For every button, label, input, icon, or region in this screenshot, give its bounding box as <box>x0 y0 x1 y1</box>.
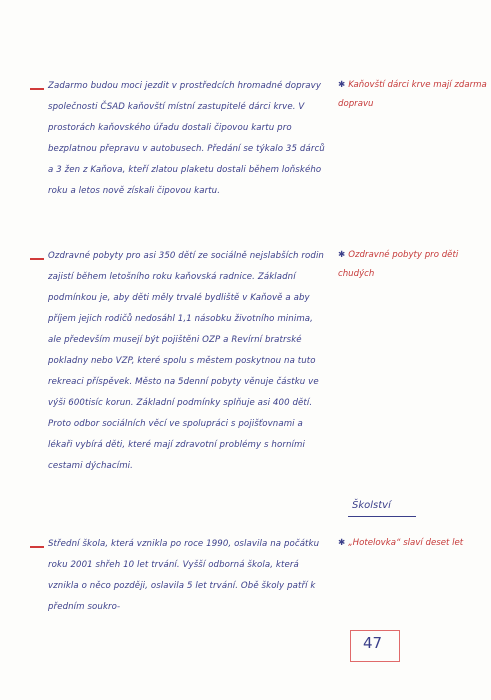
margin-note-3-text: „Hotelovka“ slaví deset let <box>348 538 464 548</box>
margin-note-2 <box>338 246 488 284</box>
star-icon: ✱ <box>338 80 346 90</box>
star-icon: ✱ <box>338 250 346 260</box>
bullet-dash <box>30 88 44 90</box>
bullet-dash <box>30 258 44 260</box>
bullet-dash <box>30 546 44 548</box>
margin-note-1 <box>338 76 488 114</box>
margin-note-1-text: Kaňovští dárci krve mají zdarma dopravu <box>338 80 487 109</box>
paragraph-1: Zadarmo budou moci jezdit v prostředcích hromadné dopravy společnosti ČSAD kaňovští místní zastupitelé dárci krve. V prostorách kaňovského úřadu dostali čipovou kartu pro bezplatnou přepravu v autobusech. Předání se týkalo 35 dárců a 3 žen z Kaňova, kteří zlatou plaketu dostali během loňského roku a letos nově získali čipovou kartu. <box>48 81 325 196</box>
margin-note-2-text: Ozdravné pobyty pro děti chudých <box>338 250 459 279</box>
page-number: 47 <box>363 634 383 652</box>
paragraph-2: Ozdravné pobyty pro asi 350 dětí ze sociálně nejslabších rodin zajistí během letošního roku kaňovská radnice. Základní podmínkou je, aby děti měly trvalé bydliště v Kaňově a aby příjem jejich rodičů nedosáhl 1,1 násobku životního minima, ale především musejí být pojištěni OZP a Revírní bratrské pokladny nebo VZP, které spolu s městem poskytnou na tuto rekreaci příspěvek. Město na 5denní pobyty věnuje částku ve výši 600tisíc korun. Základní podmínky splňuje asi 400 dětí. Proto odbor sociálních věcí ve spolupráci s pojišťovnami a lékaři vybírá děti, které mají zdravotní problémy s horními cestami dýchacími. <box>48 251 324 471</box>
section-heading: Školství <box>352 500 391 511</box>
star-icon: ✱ <box>338 538 346 548</box>
heading-underline <box>348 516 416 517</box>
paragraph-3: Střední škola, která vznikla po roce 1990, oslavila na počátku roku 2001 shřeh 10 let trvání. Vyšší odborná škola, která vznikla o něco později, oslavila 5 let trvání. Obě školy patří k předním soukro- <box>48 539 320 612</box>
margin-note-3 <box>338 534 488 553</box>
